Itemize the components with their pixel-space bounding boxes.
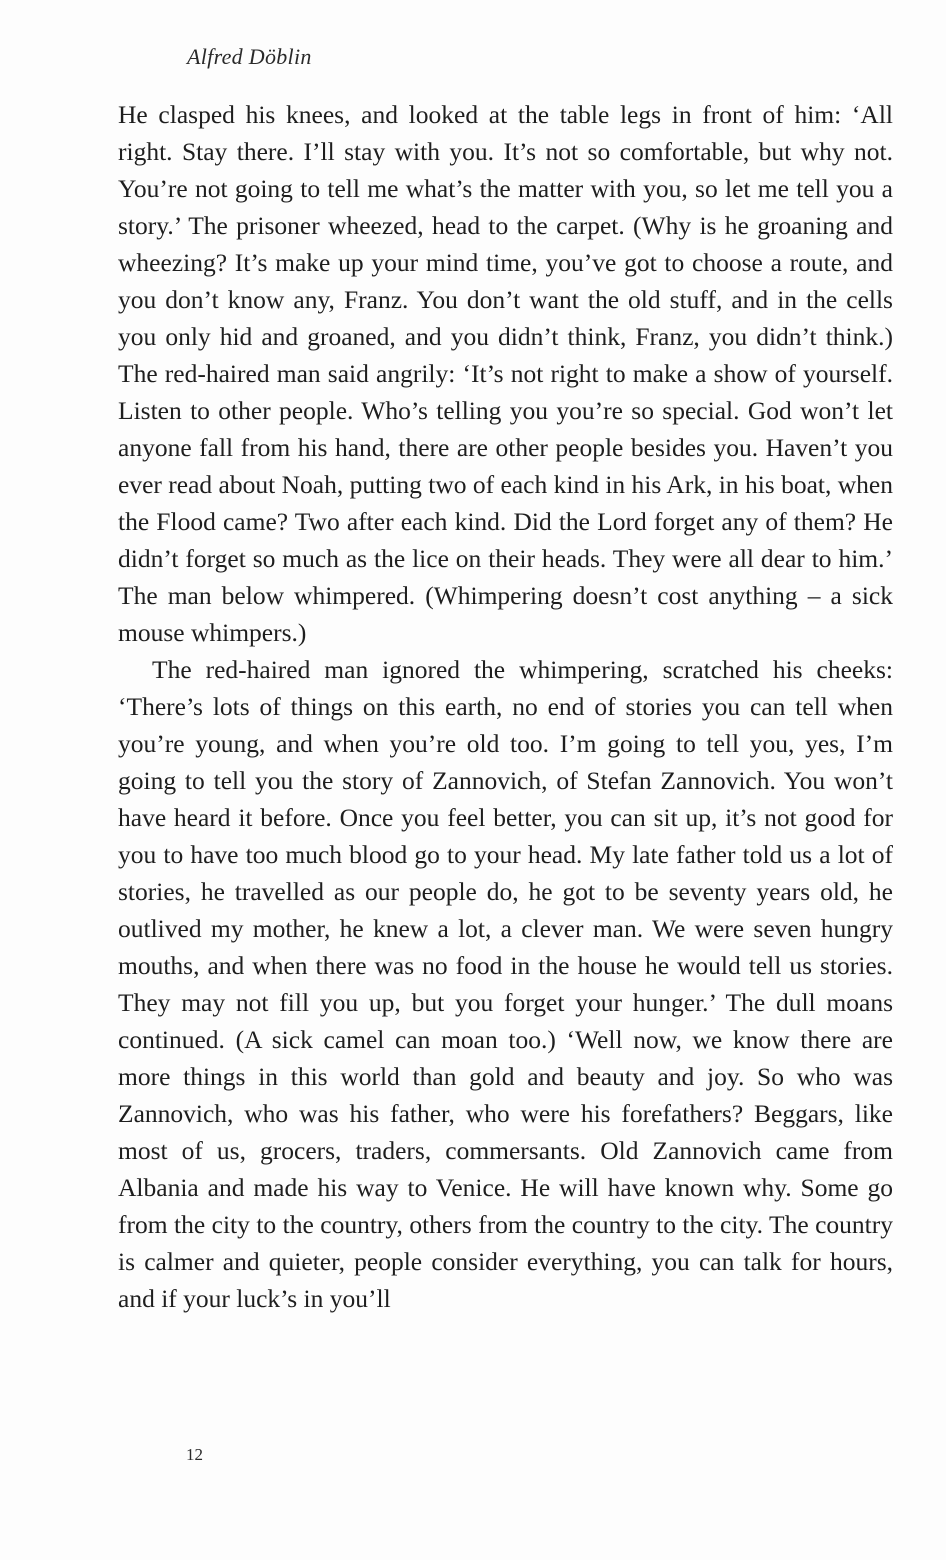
running-head-author: Alfred Döblin bbox=[187, 44, 312, 69]
paragraph-1: He clasped his knees, and looked at the table legs in front of him: ‘All right. Stay there. I’ll stay with you. It’s not so comfortable, but why not. You’re not going to tell me what’s the matter with you, so let me tell you a story.’ The prisoner wheezed, head to the carpet. (Why is he groaning and wheezing? It’s make up your mind time, you’ve got to choose a route, and you don’t know any, Franz. You don’t want the old stuff, and in the cells you only hid and groaned, and you didn’t think, Franz, you didn’t think.) The red-haired man said angrily: ‘It’s not right to make a show of yourself. Listen to other people. Who’s telling you you’re so special. God won’t let anyone fall from his hand, there are other people besides you. Haven’t you ever read about Noah, putting two of each kind in his Ark, in his boat, when the Flood came? Two after each kind. Did the Lord forget any of them? He didn’t forget so much as the lice on their heads. They were all dear to him.’ The man below whimpered. (Whimpering doesn’t cost anything – a sick mouse whimpers.) bbox=[118, 100, 893, 647]
paragraph-2: The red-haired man ignored the whimpering, scratched his cheeks: ‘There’s lots of things on this earth, no end of stories you can tell when you’re young, and when you’re old too. I’m going to tell you, yes, I’m going to tell you the story of Zannovich, of Stefan Zannovich. You won’t have heard it before. Once you feel better, you can sit up, it’s not good for you to have too much blood go to your head. My late father told us a lot of stories, he travelled as our people do, he got to be seventy years old, he outlived my mother, he knew a lot, a clever man. We were seven hungry mouths, and when there was no food in the house he would tell us stories. They may not fill you up, but you forget your hunger.’ The dull moans continued. (A sick camel can moan too.) ‘Well now, we know there are more things in this world than gold and beauty and joy. So who was Zannovich, who was his father, who were his forefathers? Beggars, like most of us, grocers, traders, commersants. Old Zannovich came from Albania and made his way to Venice. He will have known why. Some go from the city to the country, others from the country to the city. The country is calmer and quieter, people consider everything, you can talk for hours, and if your luck’s in you’ll bbox=[118, 655, 893, 1313]
body-text bbox=[118, 96, 893, 1317]
page-number: 12 bbox=[186, 1445, 203, 1464]
